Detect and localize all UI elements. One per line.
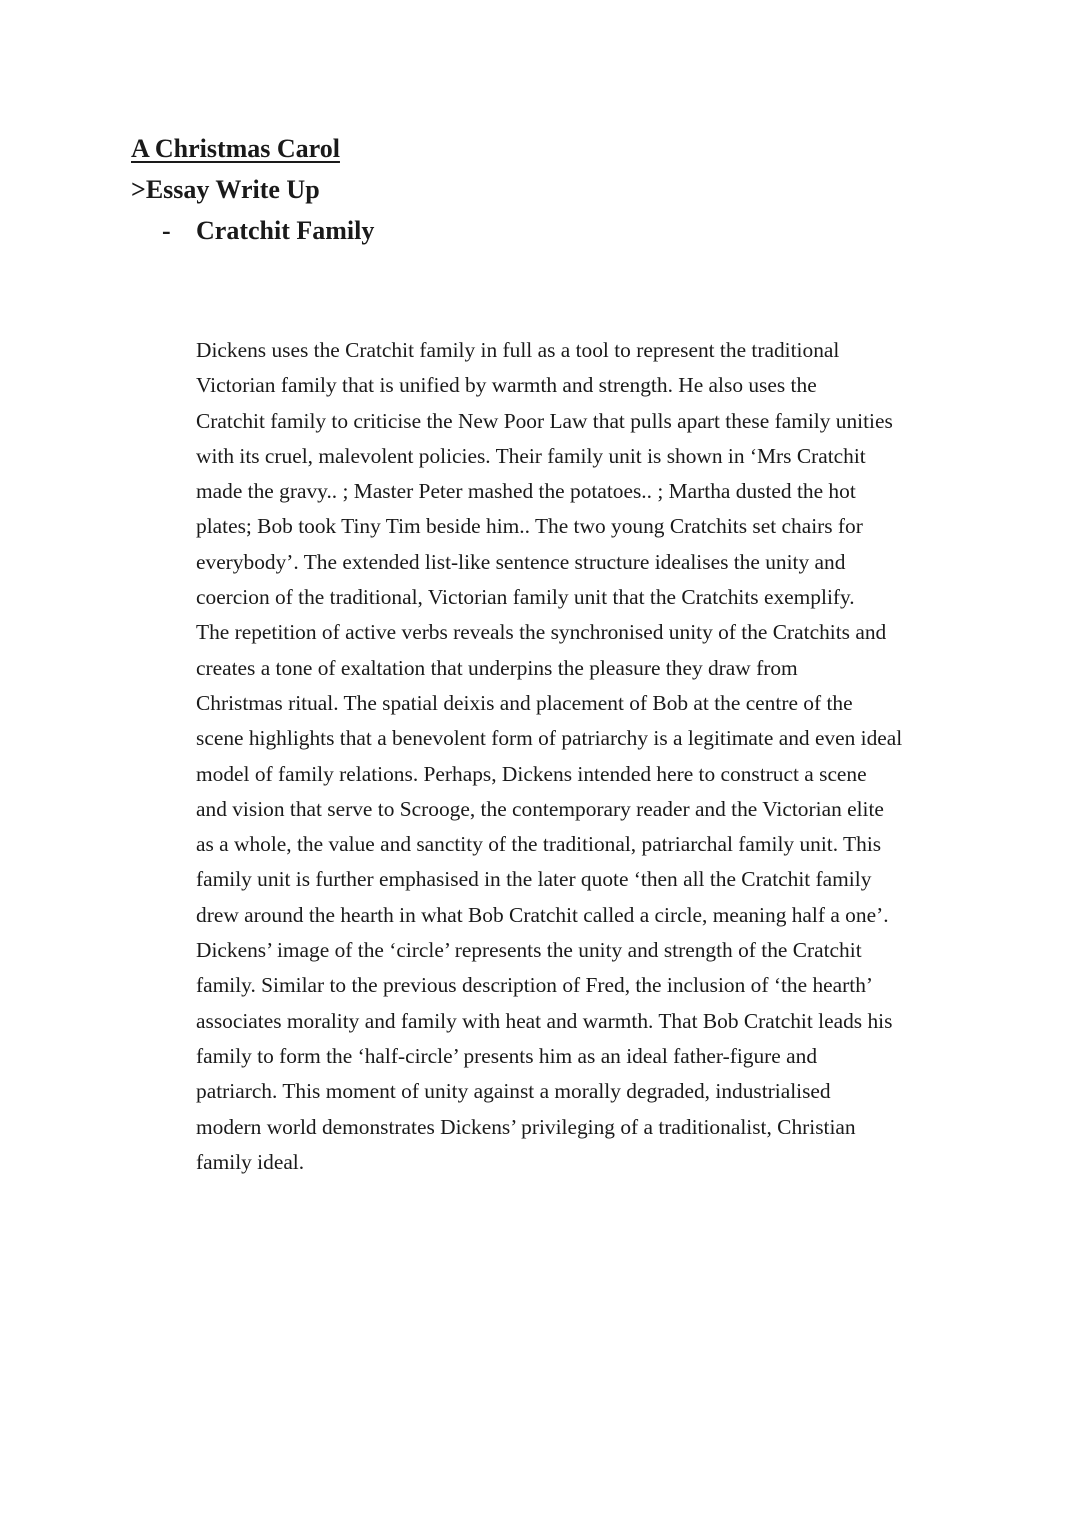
essay-paragraph: [196, 333, 956, 1180]
essay-line: and vision that serve to Scrooge, the contemporary reader and the Victorian elite: [196, 796, 884, 821]
essay-line: associates morality and family with heat and warmth. That Bob Cratchit leads his: [196, 1008, 893, 1033]
essay-line: The repetition of active verbs reveals the synchronised unity of the Cratchits and: [196, 620, 887, 645]
essay-line: model of family relations. Perhaps, Dickens intended here to construct a scene: [196, 761, 867, 786]
essay-line: family ideal.: [196, 1149, 305, 1174]
essay-line: Cratchit family to criticise the New Poor Law that pulls apart these family unities: [196, 408, 893, 433]
document-subtitle: >Essay Write Up: [131, 175, 320, 204]
essay-line: patriarch. This moment of unity against a morally degraded, industrialised: [196, 1079, 831, 1104]
essay-line: coercion of the traditional, Victorian family unit that the Cratchits exemplify.: [196, 585, 855, 610]
essay-line: with its cruel, malevolent policies. Their family unit is shown in ‘Mrs Cratchit: [196, 443, 866, 468]
essay-line: Dickens’ image of the ‘circle’ represents the unity and strength of the Cratchit: [196, 938, 862, 963]
essay-line: creates a tone of exaltation that underpins the pleasure they draw from: [196, 655, 798, 680]
essay-line: drew around the hearth in what Bob Cratchit called a circle, meaning half a one’.: [196, 902, 889, 927]
essay-line: family unit is further emphasised in the later quote ‘then all the Cratchit family: [196, 867, 872, 892]
essay-line: family. Similar to the previous description of Fred, the inclusion of ‘the hearth’: [196, 973, 874, 998]
essay-line: scene highlights that a benevolent form of patriarchy is a legitimate and even ideal: [196, 726, 903, 751]
essay-line: as a whole, the value and sanctity of the traditional, patriarchal family unit. This: [196, 832, 882, 857]
essay-line: modern world demonstrates Dickens’ privileging of a traditionalist, Christian: [196, 1114, 856, 1139]
essay-line: made the gravy.. ; Master Peter mashed the potatoes.. ; Martha dusted the hot: [196, 479, 856, 504]
essay-line: Dickens uses the Cratchit family in full as a tool to represent the traditional: [196, 338, 840, 362]
section-label: Cratchit Family: [196, 216, 375, 245]
list-bullet: -: [162, 216, 171, 245]
essay-line: Victorian family that is unified by warmth and strength. He also uses the: [196, 373, 817, 398]
essay-line: Christmas ritual. The spatial deixis and placement of Bob at the centre of the: [196, 690, 853, 715]
document-title: A Christmas Carol: [131, 134, 340, 163]
essay-line: family to form the ‘half-circle’ presents him as an ideal father-figure and: [196, 1043, 818, 1068]
essay-line: plates; Bob took Tiny Tim beside him.. The two young Cratchits set chairs for: [196, 514, 863, 539]
section-list-item: [162, 213, 374, 249]
essay-line: everybody’. The extended list-like sentence structure idealises the unity and: [196, 549, 846, 574]
